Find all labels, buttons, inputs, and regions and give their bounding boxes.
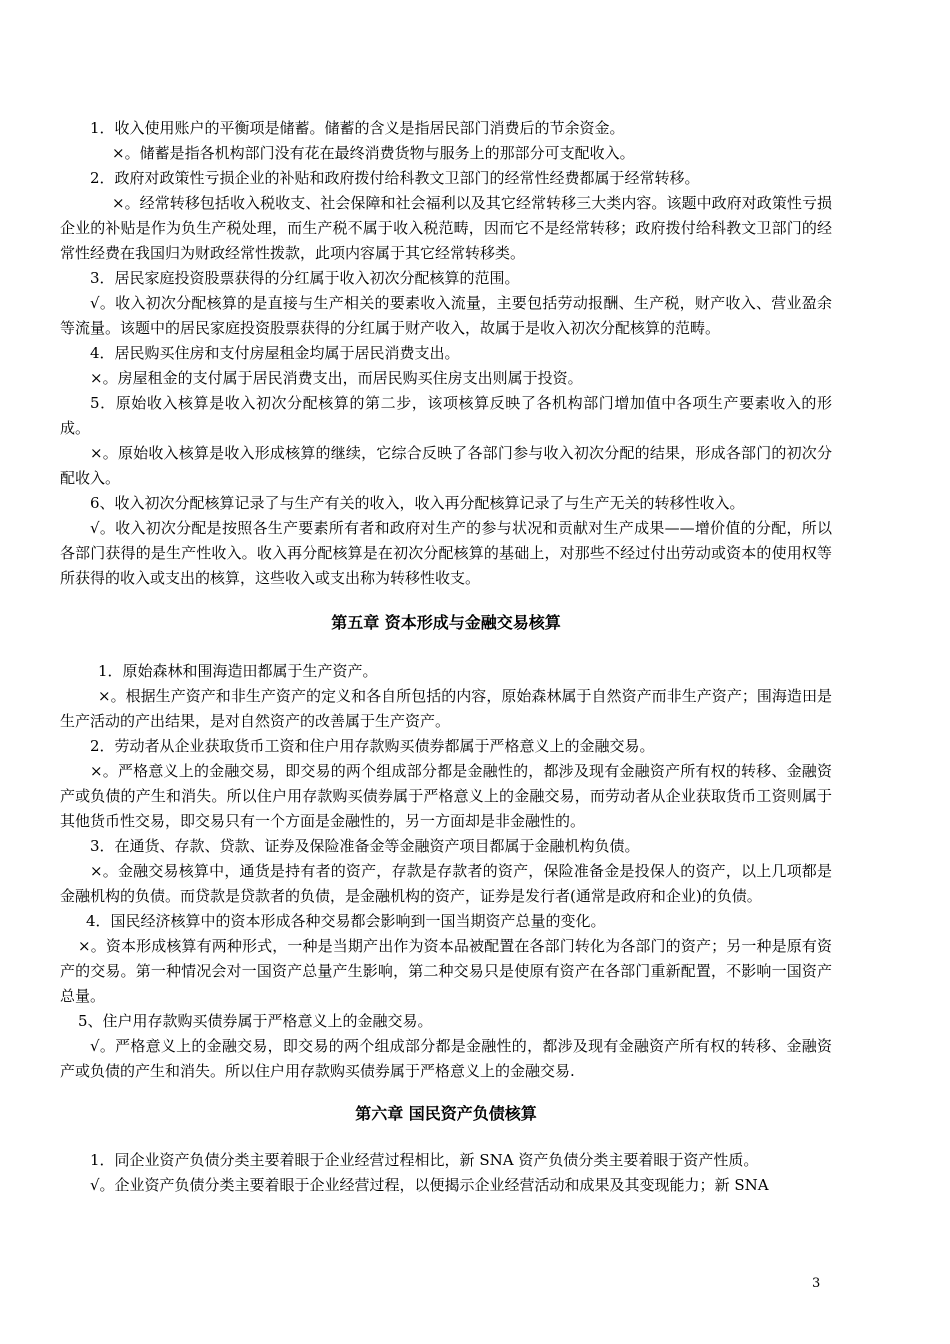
answer-paragraph: √。收入初次分配是按照各生产要素所有者和政府对生产的参与状况和贡献对生产成果——增价值的分配，所以各部门获得的是生产性收入。收入再分配核算是在初次分配核算的基础上，对那些不经过付出劳动或资本的使用权等所获得的收入或支出的核算，这些收入或支出称为转移性收支。	[60, 519, 832, 587]
question-paragraph: 5、住户用存款购买债券属于严格意义上的金融交易。	[78, 1012, 433, 1030]
question-paragraph: 4．国民经济核算中的资本形成各种交易都会影响到一国当期资产总量的变化。	[86, 912, 606, 930]
answer-paragraph: ×。严格意义上的金融交易，即交易的两个组成部分都是金融性的，都涉及现有金融资产所有权的转移、金融资产或负债的产生和消失。所以住户用存款购买债券属于严格意义上的金融交易，而劳动者从企业获取货币工资则属于其他货币性交易，即交易只有一个方面是金融性的，另一方面却是非金融性的。	[60, 762, 832, 830]
answer-paragraph: ×。房屋租金的支付属于居民消费支出，而居民购买住房支出则属于投资。	[90, 369, 583, 387]
question-paragraph: 6、收入初次分配核算记录了与生产有关的收入，收入再分配核算记录了与生产无关的转移性收入。	[90, 494, 745, 512]
answer-paragraph: ×。原始收入核算是收入形成核算的继续，它综合反映了各部门参与收入初次分配的结果，形成各部门的初次分配收入。	[60, 444, 832, 487]
chapter-5-heading: 第五章 资本形成与金融交易核算	[331, 613, 561, 632]
answer-paragraph: ×。资本形成核算有两种形式，一种是当期产出作为资本品被配置在各部门转化为各部门的资产；另一种是原有资产的交易。第一种情况会对一国资产总量产生影响，第二种交易只是使原有资产在各部门重新配置，不影响一国资产总量。	[60, 937, 832, 1005]
answer-paragraph: √。严格意义上的金融交易，即交易的两个组成部分都是金融性的，都涉及现有金融资产所有权的转移、金融资产或负债的产生和消失。所以住户用存款购买债券属于严格意义上的金融交易.	[60, 1037, 832, 1080]
answer-paragraph: ×。金融交易核算中，通货是持有者的资产，存款是存款者的资产，保险准备金是投保人的资产，以上几项都是金融机构的负债。而贷款是贷款者的负债，是金融机构的资产，证券是发行者(通常是政府和企业)的负债。	[60, 862, 832, 905]
question-paragraph: 5．原始收入核算是收入初次分配核算的第二步，该项核算反映了各机构部门增加值中各项生产要素收入的形成。	[60, 394, 832, 437]
chapter-6-heading: 第六章 国民资产负债核算	[355, 1104, 537, 1123]
question-paragraph: 1．收入使用账户的平衡项是储蓄。储蓄的含义是指居民部门消费后的节余资金。	[90, 119, 625, 137]
page-number: 3	[812, 1276, 821, 1291]
document-page	[60, 116, 832, 1198]
answer-paragraph: ×。储蓄是指各机构部门没有花在最终消费货物与服务上的那部分可支配收入。	[112, 144, 635, 162]
question-paragraph: 2．劳动者从企业获取货币工资和住户用存款购买债券都属于严格意义上的金融交易。	[90, 737, 655, 755]
answer-paragraph: ×。经常转移包括收入税收支、社会保障和社会福利以及其它经常转移三大类内容。该题中政府对政策性亏损企业的补贴是作为负生产税处理，而生产税不属于收入税范畴，因而它不是经常转移；政府拨付给科教文卫部门的经常性经费在我国归为财政经常性拨款，此项内容属于其它经常转移类。	[60, 194, 832, 262]
question-paragraph: 2．政府对政策性亏损企业的补贴和政府拨付给科教文卫部门的经常性经费都属于经常转移。	[90, 169, 700, 187]
question-paragraph: 3．居民家庭投资股票获得的分红属于收入初次分配核算的范围。	[90, 269, 520, 287]
question-paragraph: 4．居民购买住房和支付房屋租金均属于居民消费支出。	[90, 344, 460, 362]
answer-paragraph: √。收入初次分配核算的是直接与生产相关的要素收入流量，主要包括劳动报酬、生产税，财产收入、营业盈余等流量。该题中的居民家庭投资股票获得的分红属于财产收入，故属于是收入初次分配核算的范畴。	[60, 294, 832, 337]
answer-paragraph: ×。根据生产资产和非生产资产的定义和各自所包括的内容，原始森林属于自然资产而非生产资产；围海造田是生产活动的产出结果，是对自然资产的改善属于生产资产。	[60, 687, 832, 730]
question-paragraph: 1．同企业资产负债分类主要着眼于企业经营过程相比，新 SNA 资产负债分类主要着眼于资产性质。	[90, 1151, 759, 1169]
question-paragraph: 3．在通货、存款、贷款、证券及保险准备金等金融资产项目都属于金融机构负债。	[90, 837, 640, 855]
question-paragraph: 1．原始森林和围海造田都属于生产资产。	[98, 662, 378, 680]
answer-paragraph: √。企业资产负债分类主要着眼于企业经营过程，以便揭示企业经营活动和成果及其变现能力；新 SNA	[90, 1176, 769, 1194]
